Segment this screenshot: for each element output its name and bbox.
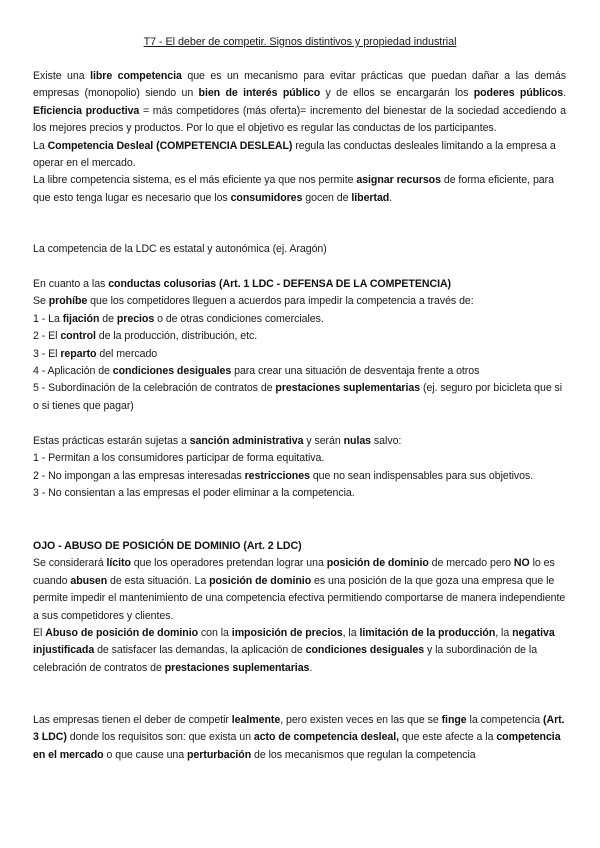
abuso-paragraph-2: El Abuso de posición de dominio con la imposición de precios, la limitación de la producción, la negativa injustificada de satisfacer las demandas, la aplicación de condiciones desiguales y la subordinación de la celebración de contratos de prestaciones suplementarias.: [33, 627, 555, 674]
abuso-heading: OJO - ABUSO DE POSICIÓN DE DOMINIO (Art. 2 LDC): [33, 540, 302, 552]
colusorias-item-2: 2 - El control de la producción, distribución, etc.: [33, 330, 258, 343]
abuso-section: [33, 538, 566, 677]
intro-paragraph-1: Existe una libre competencia que es un mecanismo para evitar prácticas que puedan dañar a las demás empresas (monopolio) siendo un bien de interés público y de ellos se encargarán los poderes públicos. Eficiencia productiva = más competidores (más oferta)= incremento del bienestar de la sociedad accediendo a los mejores precios y productos. Por lo que el objetivo es regular las conductas de los participantes.: [33, 70, 566, 135]
intro-section: [33, 68, 566, 207]
deber-paragraph: Las empresas tienen el deber de competir lealmente, pero existen veces en las que se finge la competencia (Art. 3 LDC) donde los requisitos son: que exista un acto de competencia desleal, que este afecte a la competencia en el mercado o que cause una perturbación de los mecanismos que regulan la competencia: [33, 714, 565, 761]
page-title: T7 - El deber de competir. Signos distintivos y propiedad industrial: [143, 36, 457, 48]
sancion-intro: Estas prácticas estarán sujetas a sanción administrativa y serán nulas salvo:: [33, 435, 402, 447]
ldc-paragraph: La competencia de la LDC es estatal y autonómica (ej. Aragón): [33, 243, 327, 255]
colusorias-intro: Se prohíbe que los competidores lleguen a acuerdos para impedir la competencia a través de:: [33, 295, 474, 308]
sancion-section: [33, 433, 566, 503]
colusorias-item-5: 5 - Subordinación de la celebración de contratos de prestaciones suplementarias (ej. seguro por bicicleta que si o si tienes que pagar): [33, 382, 563, 412]
abuso-paragraph-1: Se considerará lícito que los operadores pretendan lograr una posición de dominio de mercado pero NO lo es cuando abusen de esta situación. La posición de dominio es una posición de la que goza una empresa que le permite impedir el mantenimiento de una competencia efectiva permitiendo comportarse de manera independiente a sus competidores y clientes.: [33, 557, 566, 622]
colusorias-item-4: 4 - Aplicación de condiciones desiguales para crear una situación de desventaja frente a otros: [33, 365, 480, 378]
colusorias-item-1: 1 - La fijación de precios o de otras condiciones comerciales.: [33, 312, 324, 325]
intro-paragraph-2: La Competencia Desleal (COMPETENCIA DESLEAL) regula las conductas desleales limitando a la empresa a operar en el mercado.: [33, 139, 556, 170]
colusorias-heading: En cuanto a las conductas colusorias (Art. 1 LDC - DEFENSA DE LA COMPETENCIA): [33, 278, 452, 290]
deber-section: [33, 712, 566, 764]
colusorias-item-3: 3 - El reparto del mercado: [33, 347, 158, 360]
sancion-item-2: 2 - No impongan a las empresas interesadas restricciones que no sean indispensables para sus objetivos.: [33, 469, 534, 482]
colusorias-section: [33, 276, 566, 415]
sancion-item-3: 3 - No consientan a las empresas el poder eliminar a la competencia.: [33, 487, 355, 500]
intro-paragraph-3: La libre competencia sistema, es el más eficiente ya que nos permite asignar recursos de forma eficiente, para que esto tenga lugar es necesario que los consumidores gocen de libertad.: [33, 174, 554, 204]
sancion-item-1: 1 - Permitan a los consumidores participar de forma equitativa.: [33, 452, 325, 465]
